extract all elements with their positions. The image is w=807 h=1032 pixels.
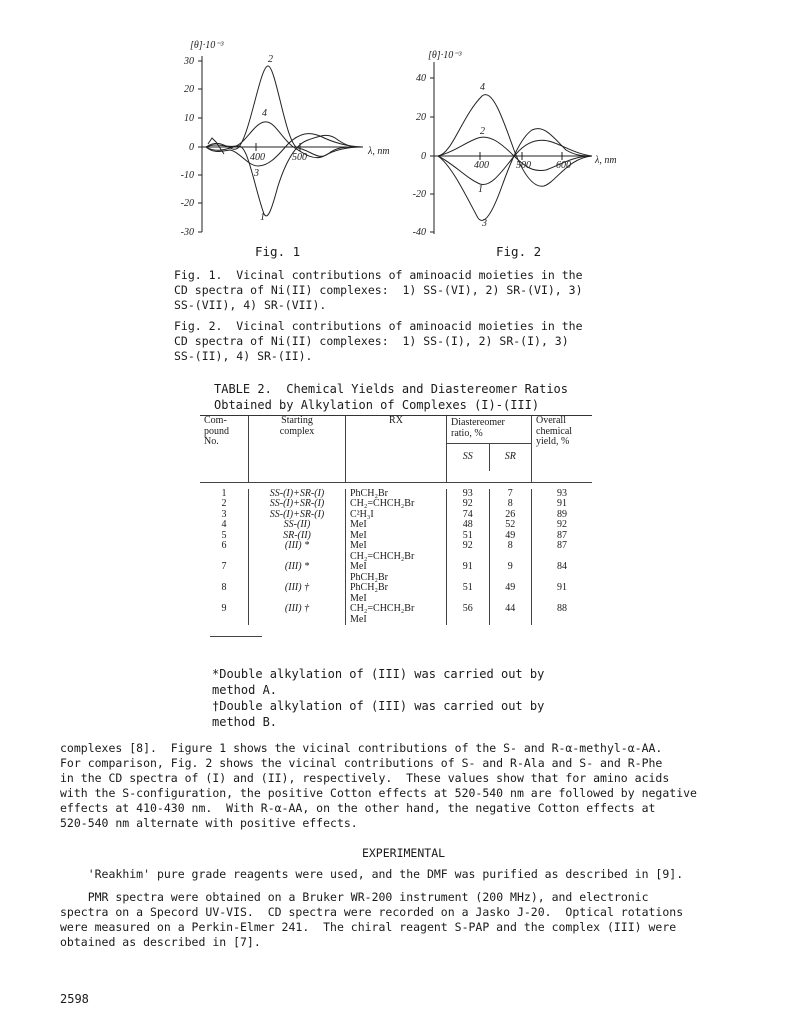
yield-cell: 84 xyxy=(532,562,593,583)
yield-cell: 91 xyxy=(532,583,593,604)
yield-cell: 87 xyxy=(532,531,593,542)
page-number: 2598 xyxy=(60,992,89,1006)
header-starting: Starting complex xyxy=(249,416,346,482)
sr-ratio-cell: 49 xyxy=(489,531,532,542)
ss-ratio-cell: 74 xyxy=(447,510,490,521)
sr-ratio-cell: 8 xyxy=(489,499,532,510)
fig2-y-tick: -20 xyxy=(412,189,426,200)
starting-complex-cell: (III) * xyxy=(249,562,346,583)
fig1-y-tick: 10 xyxy=(184,113,194,124)
fig1-x-axis-label: λ, nm xyxy=(368,146,390,157)
table-body xyxy=(200,489,592,626)
sr-ratio-cell: 52 xyxy=(489,520,532,531)
ss-ratio-cell: 51 xyxy=(447,583,490,604)
starting-complex-cell: (III) * xyxy=(249,541,346,562)
fig2-label: Fig. 2 xyxy=(496,244,542,259)
fig2-y-axis-label: [θ]·10⁻³ xyxy=(428,50,462,61)
rx-cell: MeI CH₂=CHCH₂Br xyxy=(346,541,447,562)
compound-number-cell: 8 xyxy=(221,582,227,593)
fig1-curve-label: 1 xyxy=(260,212,265,223)
fig1-y-axis-label: [θ]·10⁻³ xyxy=(190,40,224,51)
fig2-y-tick: 40 xyxy=(416,73,426,84)
figure-1 xyxy=(168,36,408,242)
ss-ratio-cell: 93 xyxy=(447,489,490,500)
fig2-x-tick: 400 xyxy=(474,160,489,171)
compound-number-cell: 3 xyxy=(221,508,227,520)
fig2-y-tick: -40 xyxy=(412,227,426,238)
compound-number-cell: 5 xyxy=(221,529,227,541)
sr-ratio-cell: 7 xyxy=(489,489,532,500)
fig2-x-tick: 600 xyxy=(556,160,571,171)
fig1-x-tick: 400 xyxy=(250,152,265,163)
yield-cell: 92 xyxy=(532,520,593,531)
sr-ratio-cell: 49 xyxy=(489,583,532,604)
sr-ratio-cell: 8 xyxy=(489,541,532,562)
header-yield: Overall chemical yield, % xyxy=(532,416,593,482)
experimental-paragraph-1: 'Reakhim' pure grade reagents were used, and the DMF was purified as described in [9]. xyxy=(60,867,684,881)
table-footnotes: *Double alkylation of (III) was carried out by method A. †Double alkylation of (III) was carried out by method B. xyxy=(212,667,545,729)
fig1-y-tick: 0 xyxy=(189,142,194,153)
fig1-y-tick: -10 xyxy=(180,170,194,181)
fig1-y-tick: 30 xyxy=(184,56,194,67)
ss-ratio-cell: 92 xyxy=(447,541,490,562)
rx-cell: CH₂=CHCH₂Br xyxy=(346,499,447,510)
table-row xyxy=(200,541,592,562)
starting-complex-cell: (III) † xyxy=(249,604,346,625)
sr-ratio-cell: 26 xyxy=(489,510,532,521)
rx-cell: C²H₃I xyxy=(346,510,447,521)
fig1-caption: Fig. 1. Vicinal contributions of aminoacid moieties in the CD spectra of Ni(II) complexes: 1) SS-(VI), 2) SR-(VI), 3) SS-(VII), 4) SR-(VII). xyxy=(174,268,583,312)
compound-number-cell: 9 xyxy=(221,603,227,614)
header-sr: SR xyxy=(489,444,532,471)
ss-ratio-cell: 51 xyxy=(447,531,490,542)
compound-number-cell: 7 xyxy=(221,561,227,572)
ss-ratio-cell: 56 xyxy=(447,604,490,625)
header-ratio: Diastereomer ratio, % SS SR xyxy=(447,416,532,482)
table-row xyxy=(200,604,592,625)
yield-cell: 91 xyxy=(532,499,593,510)
fig2-caption: Fig. 2. Vicinal contributions of aminoacid moieties in the CD spectra of Ni(II) complexes: 1) SS-(I), 2) SR-(I), 3) SS-(II), 4) SR-(II). xyxy=(174,319,583,363)
table-title: TABLE 2. Chemical Yields and Diastereomer Ratios Obtained by Alkylation of Complexes (I)-(III) xyxy=(214,382,569,412)
starting-complex-cell: SS-(I)+SR-(I) xyxy=(249,499,346,510)
yield-cell: 89 xyxy=(532,510,593,521)
fig1-x-tick: 500 xyxy=(292,152,307,163)
fig2-x-tick: 500 xyxy=(516,160,531,171)
fig1-y-tick: 20 xyxy=(184,84,194,95)
compound-number-cell: 1 xyxy=(221,487,227,499)
fig2-curve-4 xyxy=(438,95,592,187)
fig1-label: Fig. 1 xyxy=(255,244,301,259)
starting-complex-cell: SS-(I)+SR-(I) xyxy=(249,510,346,521)
compound-number-cell: 4 xyxy=(221,519,227,530)
rx-cell: PhCH₂Br xyxy=(346,489,447,500)
fig2-curve-label: 2 xyxy=(480,126,485,137)
fig1-y-tick: -20 xyxy=(180,198,194,209)
fig1-y-tick: -30 xyxy=(180,227,194,238)
body-paragraph: complexes [8]. Figure 1 shows the vicinal contributions of the S- and R-α-methyl-α-AA. For comparison, Fig. 2 shows the vicinal contributions of S- and R-Ala and S- and R-Phe in the CD spectra of (I) and (II), respectively. These values show that for amino acids with the S-configuration, the positive Cotton effects at 520-540 nm are followed by negative effects at 410-430 nm. With R-α-AA, on the other hand, the negative Cotton effects at 520-540 nm alternate with positive effects. xyxy=(60,741,697,830)
ss-ratio-cell: 48 xyxy=(447,520,490,531)
yield-cell: 88 xyxy=(532,604,593,625)
fig2-y-tick: 0 xyxy=(421,151,426,162)
fig2-curve-label: 4 xyxy=(480,82,485,93)
table-row xyxy=(200,583,592,604)
experimental-paragraph-2: PMR spectra were obtained on a Bruker WR-200 instrument (200 MHz), and electronic spectra on a Specord UV-VIS. CD spectra were recorded on a Jasko J-20. Optical rotations were measured on a Perkin-Elmer 241. The chiral reagent S-PAP and the complex (III) were obtained as described in [7]. xyxy=(60,890,684,949)
table-row xyxy=(200,520,592,531)
fig2-curve-label: 3 xyxy=(482,218,487,229)
header-rx: RX xyxy=(346,416,447,482)
fig2-curve-3 xyxy=(438,129,592,221)
fig2-curve-label: 1 xyxy=(478,184,483,195)
fig1-curve-label: 4 xyxy=(262,108,267,119)
ss-ratio-cell: 92 xyxy=(447,499,490,510)
yield-cell: 93 xyxy=(532,489,593,500)
header-compound: Com- pound No. xyxy=(204,415,229,447)
table-bottom-rule xyxy=(210,636,262,637)
starting-complex-cell: SR-(II) xyxy=(249,531,346,542)
table-2 xyxy=(200,416,592,625)
section-heading: EXPERIMENTAL xyxy=(361,846,446,860)
fig1-curve-2 xyxy=(206,66,363,156)
compound-number-cell: 6 xyxy=(221,540,227,551)
rx-cell: MeI xyxy=(346,520,447,531)
sr-ratio-cell: 9 xyxy=(489,562,532,583)
sr-ratio-cell: 44 xyxy=(489,604,532,625)
figure-2 xyxy=(392,46,642,242)
fig1-curve-label: 2 xyxy=(268,54,273,65)
compound-number-cell: 2 xyxy=(221,498,227,509)
rx-cell: PhCH₂Br MeI xyxy=(346,583,447,604)
table-row xyxy=(200,562,592,583)
yield-cell: 87 xyxy=(532,541,593,562)
starting-complex-cell: (III) † xyxy=(249,583,346,604)
rx-cell: MeI PhCH₂Br xyxy=(346,562,447,583)
header-ss: SS xyxy=(462,451,473,462)
fig1-curve-label: 3 xyxy=(254,168,259,179)
table-row xyxy=(200,531,592,542)
ss-ratio-cell: 91 xyxy=(447,562,490,583)
rx-cell: CH₂=CHCH₂Br MeI xyxy=(346,604,447,625)
rx-cell: MeI xyxy=(346,531,447,542)
fig1-curve-4 xyxy=(206,122,363,158)
starting-complex-cell: SS-(I)+SR-(I) xyxy=(249,489,346,500)
table-row xyxy=(200,510,592,521)
fig2-x-axis-label: λ, nm xyxy=(595,155,617,166)
starting-complex-cell: SS-(II) xyxy=(249,520,346,531)
table-row xyxy=(200,499,592,510)
fig2-y-tick: 20 xyxy=(416,112,426,123)
